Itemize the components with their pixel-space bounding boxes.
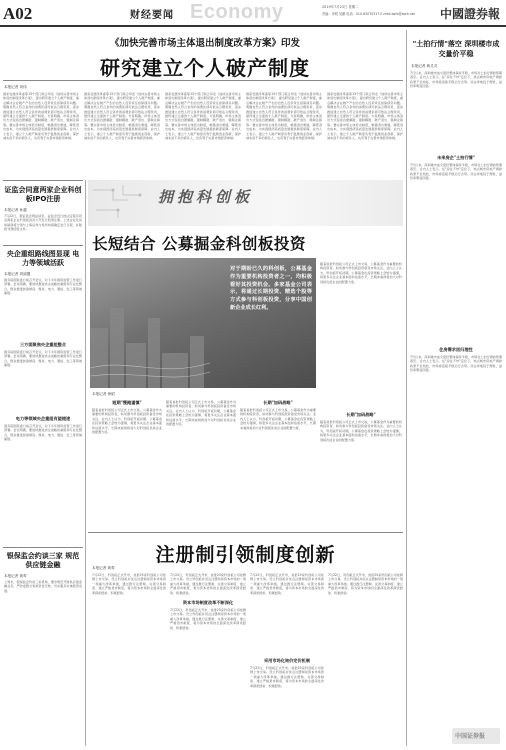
feature-subhead-3: 长期"加码战略" — [346, 412, 376, 417]
lead-rule — [3, 80, 403, 81]
item1-byline: 本报记者 孙越 — [4, 208, 27, 212]
bottom-headline: 注册制引领制度创新 — [155, 544, 336, 566]
feature-body-col2: 随着首批科创板公司正式上市交易，公募基金作为重要的机构投资者，如何参与科创板投资备受市场关注。业内人士认为，科创板开板初期，公募基金在投资策略上会较为谨慎，将更多关注企业基本面和估值水平，长期来看则将加大对科创板优质企业的配置力度。 — [166, 400, 236, 427]
section-title-cn: 财经要闻 — [130, 10, 174, 21]
item2-body-c: 国务院国资委日前召开会议，对下半年国资监管工作进行部署。会议明确，要加快推进央企战略性重组和专业化整合，稳步推进装备制造、煤炭、电力、通信、化工等领域重组。 — [4, 424, 82, 442]
left-rule-1 — [3, 180, 83, 181]
bottom-body-col2: 7月22日，科创板正式开市，首批25家科创板公司挂牌上市交易。设立科创板并试点注册制是资本市场的一项重大改革举措，通过推行注册制、完善交易制度、建立严格退市制度，将为资本市场的全面深化改革探索经验、积累经验。 — [170, 573, 246, 595]
item3-headline: 银保监会约谈三家 规范供应链金融 — [6, 552, 80, 569]
feature-pullquote: 对于期盼已久的科创板，公募基金作为重要机构投资者之一，均积极看好其投资机会。多家基金公司表示，将通过长期投资、精选个股等方式参与科创板投资，分享中国创新企业成长红利。 — [230, 266, 312, 311]
item3-body: 上周末，银保监会约谈三家机构，要求规范开展供应链金融业务，严防虚假交易和资金空转，切实服务实体经济发展。 — [4, 580, 82, 593]
feature-pullquote-box — [226, 262, 314, 384]
lead-body-col1: 国家发展改革委等13个部门联合印发《加快完善市场主体退出制度改革方案》，提出研究建立个人破产制度，重点解决企业破产产生的自然人连带责任担保债务问题。明确自然人符合条件的消费负债可依法合理免责，逐步推进建立自然人符合条件的消费负债可依法合理免责，最终建立全面的个人破产制度。方案明确，市场主体退出方式包括自愿解散、强制解散、破产退出、强制注销等。要完善市场主体退出制度，畅通退出渠道，降低退出成本，为实现经济高质量发展提供制度保障。业内人士表示，建立个人破产制度有利于鼓励创业创新，保护诚实而不幸的债务人，也有利于完善市场经济体制。 — [3, 92, 79, 141]
item2-headline: 央企重组路线图显现 电力等领域活跃 — [6, 250, 80, 267]
lead-body-col5: 国家发展改革委等13个部门联合印发《加快完善市场主体退出制度改革方案》，提出研究建立个人破产制度，重点解决企业破产产生的自然人连带责任担保债务问题。明确自然人符合条件的消费负债可依法合理免责，逐步推进建立自然人符合条件的消费负债可依法合理免责，最终建立全面的个人破产制度。方案明确，市场主体退出方式包括自愿解散、强制解散、破产退出、强制注销等。要完善市场主体退出制度，畅通退出渠道，降低退出成本，为实现经济高质量发展提供制度保障。业内人士表示，建立个人破产制度有利于鼓励创业创新，保护诚实而不幸的债务人，也有利于完善市场经济体制。 — [327, 92, 403, 141]
watermark-text: 中国证券报 — [455, 733, 486, 740]
left-rule-3 — [3, 547, 83, 548]
bottom-body-col1: 7月22日，科创板正式开市，首批25家科创板公司挂牌上市交易。设立科创板并试点注册制是资本市场的一项重大改革举措，通过推行注册制、完善交易制度、建立严格退市制度，将为资本市场的全面深化改革探索经验、积累经验。 — [92, 573, 166, 595]
item3-byline: 本报记者 黄莺 — [4, 574, 27, 578]
item2-byline: 本报记者 刘丽靓 — [4, 272, 31, 276]
feature-body-col4: 随着首批科创板公司正式上市交易，公募基金作为重要的机构投资者，如何参与科创板投资备受市场关注。业内人士认为，科创板开板初期，公募基金在投资策略上会较为谨慎，将更多关注企业基本面和估值水平，长期来看则将加大对科创板优质企业的配置力度。 — [320, 262, 402, 284]
item1-headline: 证监会同意两家企业科创板IPO注册 — [4, 186, 82, 203]
masthead-rule — [0, 25, 506, 27]
masthead — [0, 0, 506, 27]
bottom-body-col4: 7月22日，科创板正式开市，首批25家科创板公司挂牌上市交易。设立科创板并试点注册制是资本市场的一项重大改革举措，通过推行注册制、完善交易制度、建立严格退市制度，将为资本市场的全面深化改革探索经验、积累经验。 — [328, 573, 403, 595]
right-headline: "土拍行情"落空 深圳楼市成交量价平稳 — [412, 40, 500, 58]
right-body-a: 7月以来，深圳楼市成交量价整体保持平稳，市场对土拍行情的预期落空。业内人士表示，在"房住不炒"定位下，热点城市房地产调控政策不会放松，市场将延续平稳运行态势。房企拿地趋于理性，溢价率明显回落。 — [410, 71, 502, 89]
paper-name: 中國證券報 — [440, 7, 501, 21]
right-body-b: 7月以来，深圳楼市成交量价整体保持平稳，市场对土拍行情的预期落空。业内人士表示，在"房住不炒"定位下，热点城市房地产调控政策不会放松，市场将延续平稳运行态势。房企拿地趋于理性，溢价率明显回落。 — [410, 163, 502, 181]
item2-body-b: 国务院国资委日前召开会议，对下半年国资监管工作进行部署。会议明确，要加快推进央企战略性重组和专业化整合，稳步推进装备制造、煤炭、电力、通信、化工等领域重组。 — [4, 350, 82, 368]
bottom-rule — [88, 532, 403, 533]
feature-banner-text: 拥抱科创板 — [158, 188, 254, 206]
date-line: 2019年7月23日 星期二 — [322, 5, 359, 9]
lead-byline: 本报记者 刘伟 — [4, 85, 27, 89]
feature-body-col3: 随着首批科创板公司正式上市交易，公募基金作为重要的机构投资者，如何参与科创板投资备受市场关注。业内人士认为，科创板开板初期，公募基金在投资策略上会较为谨慎，将更多关注企业基本面和估值水平，长期来看则将加大对科创板优质企业的配置力度。 — [240, 408, 316, 430]
bottom-subhead-2: 采用市场化询价定价机制 — [263, 658, 311, 663]
lead-body-col4: 国家发展改革委等13个部门联合印发《加快完善市场主体退出制度改革方案》，提出研究建立个人破产制度，重点解决企业破产产生的自然人连带责任担保债务问题。明确自然人符合条件的消费负债可依法合理免责，逐步推进建立自然人符合条件的消费负债可依法合理免责，最终建立全面的个人破产制度。方案明确，市场主体退出方式包括自愿解散、强制解散、破产退出、强制注销等。要完善市场主体退出制度，畅通退出渠道，降低退出成本，为实现经济高质量发展提供制度保障。业内人士表示，建立个人破产制度有利于鼓励创业创新，保护诚实而不幸的债务人，也有利于完善市场经济体制。 — [246, 92, 322, 141]
right-column-divider — [406, 30, 407, 746]
watermark-logo — [452, 728, 500, 744]
feature-headline: 长短结合 公募掘金科创板投资 — [92, 235, 306, 253]
page-number: A02 — [3, 4, 33, 23]
bottom-body-col2b: 7月22日，科创板正式开市，首批25家科创板公司挂牌上市交易。设立科创板并试点注册制是资本市场的一项重大改革举措，通过推行注册制、完善交易制度、建立严格退市制度，将为资本市场的全面深化改革探索经验、积累经验。 — [170, 608, 246, 630]
right-body-c: 7月以来，深圳楼市成交量价整体保持平稳，市场对土拍行情的预期落空。业内人士表示，在"房住不炒"定位下，热点城市房地产调控政策不会放松，市场将延续平稳运行态势。房企拿地趋于理性，溢价率明显回落。 — [410, 355, 502, 373]
feature-subhead-2: 长期"加码战略" — [263, 400, 293, 405]
lead-body-col2: 国家发展改革委等13个部门联合印发《加快完善市场主体退出制度改革方案》，提出研究建立个人破产制度，重点解决企业破产产生的自然人连带责任担保债务问题。明确自然人符合条件的消费负债可依法合理免责，逐步推进建立自然人符合条件的消费负债可依法合理免责，最终建立全面的个人破产制度。方案明确，市场主体退出方式包括自愿解散、强制解散、破产退出、强制注销等。要完善市场主体退出制度，畅通退出渠道，降低退出成本，为实现经济高质量发展提供制度保障。业内人士表示，建立个人破产制度有利于鼓励创业创新，保护诚实而不幸的债务人，也有利于完善市场经济体制。 — [84, 92, 160, 141]
left-column-divider — [85, 180, 86, 746]
feature-subhead-1: 短期"慢跑谨慎" — [112, 400, 142, 405]
bottom-byline: 本报记者 黄莺 — [92, 566, 115, 570]
right-byline: 本报记者 黄灵灵 — [411, 64, 438, 68]
feature-byline: 本报记者 徐昭 — [92, 392, 115, 396]
right-subhead-1: 未来房企"土拍行情" — [437, 155, 475, 160]
left-rule-2 — [3, 245, 83, 246]
section-title-en: Economy — [190, 1, 284, 23]
circuit-decoration — [88, 180, 148, 226]
lead-headline: 研究建立个人破产制度 — [100, 56, 310, 80]
feature-banner-band — [88, 180, 403, 226]
right-subhead-2: 住房需求回归理性 — [439, 347, 473, 352]
lead-body — [3, 92, 403, 177]
item2-subhead-2: 电力等领域央企重组有望提速 — [15, 416, 71, 421]
editor-line: 责编：李明 吴鹏 电话：010-63070317 E-mail:zqrb@zqrb.net — [322, 12, 415, 16]
item2-subhead-1: 三方面聚焦央企重组整合 — [19, 342, 67, 347]
feature-body-col5: 随着首批科创板公司正式上市交易，公募基金作为重要的机构投资者，如何参与科创板投资备受市场关注。业内人士认为，科创板开板初期，公募基金在投资策略上会较为谨慎，将更多关注企业基本面和估值水平，长期来看则将加大对科创板优质企业的配置力度。 — [320, 420, 402, 442]
bottom-subhead-1: 资本市场制度改革不断深化 — [182, 600, 234, 605]
bottom-body-col3: 7月22日，科创板正式开市，首批25家科创板公司挂牌上市交易。设立科创板并试点注册制是资本市场的一项重大改革举措，通过推行注册制、完善交易制度、建立严格退市制度，将为资本市场的全面深化改革探索经验、积累经验。 — [250, 573, 324, 595]
item2-body-a: 国务院国资委日前召开会议，对下半年国资监管工作进行部署。会议明确，要加快推进央企战略性重组和专业化整合，稳步推进装备制造、煤炭、电力、通信、化工等领域重组。 — [4, 278, 82, 296]
item1-body: 7月22日，据证监会网站消息，证监会近日按法定程序同意两家企业科创板首次公开发行股票注册。上述企业及其承销商将分别与上海证券交易所协商确定发行日程，并陆续刊登招股文件。 — [4, 214, 82, 232]
lead-body-col3: 国家发展改革委等13个部门联合印发《加快完善市场主体退出制度改革方案》，提出研究建立个人破产制度，重点解决企业破产产生的自然人连带责任担保债务问题。明确自然人符合条件的消费负债可依法合理免责，逐步推进建立自然人符合条件的消费负债可依法合理免责，最终建立全面的个人破产制度。方案明确，市场主体退出方式包括自愿解散、强制解散、破产退出、强制注销等。要完善市场主体退出制度，畅通退出渠道，降低退出成本，为实现经济高质量发展提供制度保障。业内人士表示，建立个人破产制度有利于鼓励创业创新，保护诚实而不幸的债务人，也有利于完善市场经济体制。 — [165, 92, 241, 141]
bottom-body-col3b: 7月22日，科创板正式开市，首批25家科创板公司挂牌上市交易。设立科创板并试点注册制是资本市场的一项重大改革举措，通过推行注册制、完善交易制度、建立严格退市制度，将为资本市场的全面深化改革探索经验、积累经验。 — [250, 666, 324, 688]
lead-kicker: 《加快完善市场主体退出制度改革方案》印发 — [109, 38, 300, 49]
feature-body-col1: 随着首批科创板公司正式上市交易，公募基金作为重要的机构投资者，如何参与科创板投资备受市场关注。业内人士认为，科创板开板初期，公募基金在投资策略上会较为谨慎，将更多关注企业基本面和估值水平，长期来看则将加大对科创板优质企业的配置力度。 — [92, 408, 162, 435]
